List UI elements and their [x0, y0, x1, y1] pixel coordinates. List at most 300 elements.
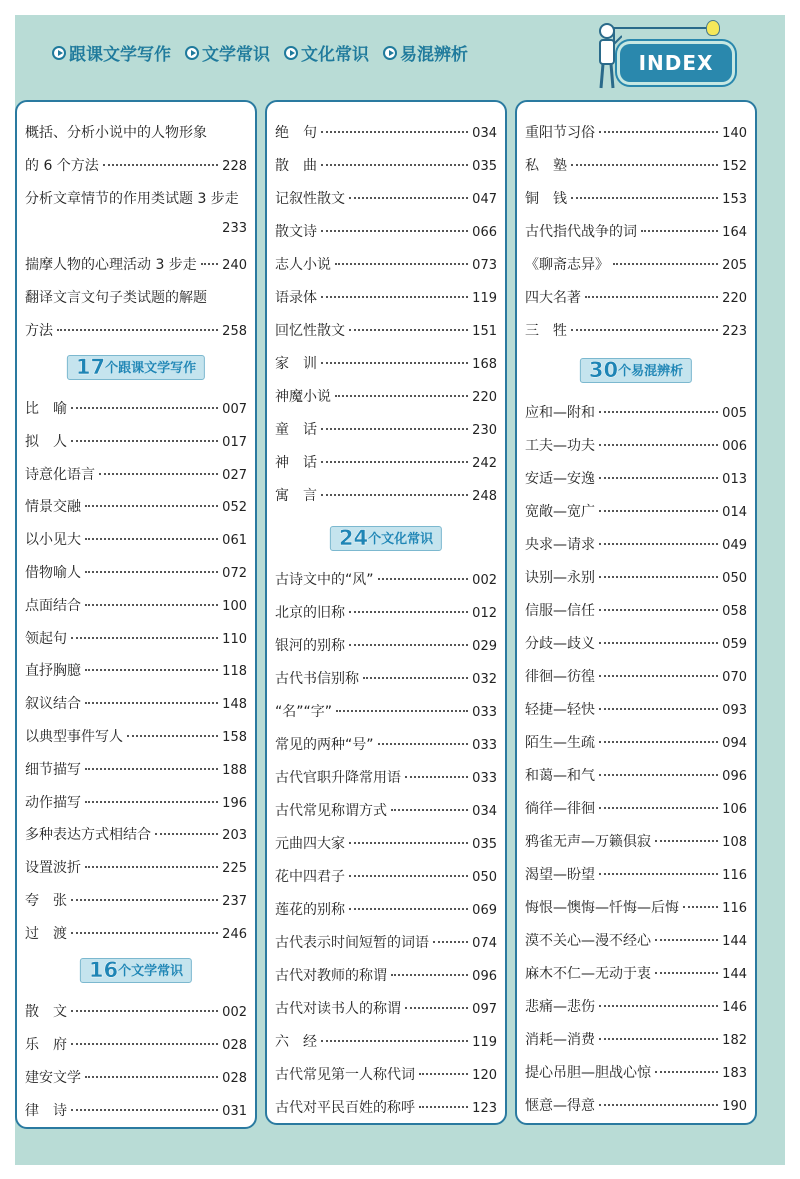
- leader-dots: [599, 1005, 718, 1007]
- section-label: 个易混辨析: [618, 364, 684, 379]
- index-entry[interactable]: [525, 254, 747, 274]
- entry-page: 246: [222, 926, 247, 942]
- leader-dots: [655, 939, 718, 941]
- entry-title: 分歧—歧义: [525, 636, 595, 652]
- entry-page: 035: [472, 837, 497, 852]
- entry-page: 028: [222, 1071, 247, 1086]
- entry-title: 方法: [25, 323, 53, 339]
- entry-page: 116: [722, 868, 747, 883]
- leader-dots: [349, 197, 468, 199]
- leader-dots: [655, 840, 718, 842]
- index-entry[interactable]: [25, 660, 247, 680]
- section-count: 16: [88, 958, 119, 982]
- entry-page: 151: [472, 324, 497, 339]
- leader-dots: [599, 543, 718, 545]
- leader-dots: [391, 809, 468, 811]
- index-entry[interactable]: [525, 155, 747, 175]
- leader-dots: [378, 578, 469, 580]
- index-entry[interactable]: [525, 221, 747, 241]
- index-entry[interactable]: [25, 1067, 247, 1087]
- index-entry[interactable]: [525, 534, 747, 554]
- entry-title: 分析文章情节的作用类试题 3 步走: [25, 191, 239, 207]
- entry-page: 152: [722, 159, 747, 174]
- leader-dots: [85, 1076, 218, 1078]
- entry-title: 神 话: [275, 455, 317, 471]
- index-entry[interactable]: [25, 562, 247, 582]
- entry-title: 设置波折: [25, 860, 81, 877]
- leader-dots: [349, 908, 468, 910]
- leader-dots: [155, 833, 218, 835]
- index-entry[interactable]: [25, 398, 247, 418]
- entry-page: 058: [722, 604, 747, 619]
- index-entry[interactable]: [525, 1029, 747, 1049]
- leader-dots: [71, 440, 218, 442]
- leader-dots: [85, 866, 218, 868]
- entry-page: 119: [472, 1035, 497, 1050]
- leader-dots: [349, 842, 468, 844]
- entry-title: 莲花的别称: [275, 902, 345, 918]
- entry-title: 情景交融: [25, 499, 81, 516]
- entry-title: 古代书信别称: [275, 671, 359, 687]
- entry-title: 点面结合: [25, 597, 81, 614]
- entry-page: 220: [472, 390, 497, 405]
- index-entry[interactable]: [25, 759, 247, 779]
- leader-dots: [321, 1040, 468, 1042]
- entry-page: 050: [472, 870, 497, 885]
- entry-page: 110: [222, 631, 247, 647]
- index-entry[interactable]: [25, 923, 247, 943]
- entry-page: 230: [472, 423, 497, 438]
- index-entry[interactable]: [525, 963, 747, 983]
- entry-page: 203: [222, 828, 247, 844]
- leader-dots: [571, 197, 718, 199]
- leader-dots: [405, 1007, 468, 1009]
- entry-title: 过 渡: [25, 925, 67, 942]
- entry-title: 绝 句: [275, 125, 317, 141]
- entry-title: 以典型事件写人: [25, 729, 123, 745]
- entry-page: 228: [222, 159, 247, 174]
- index-entry[interactable]: [525, 831, 747, 851]
- index-entry[interactable]: [525, 897, 747, 917]
- leader-dots: [127, 735, 218, 737]
- entry-title: 轻捷—轻快: [525, 702, 595, 718]
- entry-page: 196: [222, 795, 247, 811]
- section-count: 17: [75, 355, 106, 379]
- entry-page: 182: [722, 1033, 747, 1048]
- nav-label: 文学常识: [202, 45, 270, 65]
- entry-title: 徘徊—彷徨: [525, 669, 595, 685]
- leader-dots: [599, 642, 718, 644]
- entry-title: 直抒胸臆: [25, 663, 81, 680]
- entry-title: 叙议结合: [25, 696, 81, 713]
- leader-dots: [599, 131, 718, 133]
- entry-title: 概括、分析小说中的人物形象: [25, 125, 207, 141]
- leader-dots: [85, 801, 218, 803]
- leader-dots: [71, 1010, 218, 1012]
- entry-title: 古代对读书人的称谓: [275, 1001, 401, 1017]
- entry-page: 014: [722, 505, 747, 520]
- index-entry[interactable]: [275, 998, 497, 1018]
- leader-dots: [349, 611, 468, 613]
- entry-title: 古代对教师的称谓: [275, 968, 387, 984]
- section-label: 个文化常识: [368, 532, 434, 547]
- leader-dots: [201, 263, 218, 265]
- index-entry[interactable]: [275, 386, 497, 406]
- index-entry[interactable]: [25, 1034, 247, 1054]
- entry-page: 096: [472, 969, 497, 984]
- entry-title: 三 牲: [525, 323, 567, 339]
- index-entry[interactable]: [525, 402, 747, 422]
- nav-item-culture[interactable]: [284, 40, 369, 65]
- index-entry[interactable]: [275, 932, 497, 952]
- entry-page: 123: [472, 1101, 497, 1116]
- entry-page: 034: [472, 804, 497, 819]
- entry-page: 146: [722, 1000, 747, 1015]
- entry-page: 027: [222, 467, 247, 483]
- leader-dots: [99, 473, 218, 475]
- index-entry[interactable]: [275, 485, 497, 505]
- play-icon: [383, 46, 397, 60]
- entry-title: 四大名著: [525, 290, 581, 306]
- index-entry[interactable]: [25, 792, 247, 812]
- section-label: 个文学常识: [118, 964, 184, 979]
- entry-page: 106: [722, 802, 747, 817]
- leader-dots: [585, 296, 718, 298]
- leader-dots: [103, 164, 218, 166]
- entry-page: 188: [222, 762, 247, 778]
- leader-dots: [71, 637, 218, 639]
- entry-title: 惬意—得意: [525, 1098, 595, 1114]
- index-entry[interactable]: [275, 122, 497, 142]
- leader-dots: [321, 296, 468, 298]
- index-entry[interactable]: [25, 529, 247, 549]
- nav-item-confusables[interactable]: [383, 40, 468, 65]
- leader-dots: [599, 873, 718, 875]
- leader-dots: [85, 538, 218, 540]
- index-entry[interactable]: [525, 864, 747, 884]
- index-entry[interactable]: [275, 287, 497, 307]
- index-entry[interactable]: [525, 1095, 747, 1115]
- entry-title: 悲痛—悲伤: [525, 999, 595, 1015]
- play-icon: [284, 46, 298, 60]
- entry-page: 002: [222, 1005, 247, 1020]
- leader-dots: [599, 510, 718, 512]
- entry-title: 消耗—消费: [525, 1032, 595, 1048]
- entry-title: 比 喻: [25, 401, 67, 417]
- entry-page: 096: [722, 769, 747, 784]
- leader-dots: [85, 505, 218, 507]
- leader-dots: [378, 743, 469, 745]
- index-entry[interactable]: [275, 833, 497, 853]
- entry-page: 097: [472, 1002, 497, 1017]
- index-entry[interactable]: [25, 254, 247, 274]
- entry-title: 花中四君子: [275, 869, 345, 885]
- index-entry[interactable]: [275, 419, 497, 439]
- index-entry[interactable]: [275, 254, 497, 274]
- leader-dots: [336, 710, 468, 712]
- index-entry[interactable]: [25, 628, 247, 648]
- index-entry[interactable]: [275, 452, 497, 472]
- leader-dots: [433, 941, 468, 943]
- entry-page: 005: [722, 406, 747, 421]
- leader-dots: [613, 263, 718, 265]
- entry-page: 061: [222, 533, 247, 549]
- entry-title: 语录体: [275, 290, 317, 306]
- entry-page: 258: [222, 324, 247, 339]
- index-entry[interactable]: [275, 668, 497, 688]
- entry-page: 066: [472, 225, 497, 240]
- leader-dots: [321, 494, 468, 496]
- entry-page: 031: [222, 1104, 247, 1119]
- leader-dots: [321, 461, 468, 463]
- leader-dots: [85, 604, 218, 606]
- index-entry[interactable]: [275, 320, 497, 340]
- entry-page: 002: [472, 573, 497, 588]
- entry-page: 012: [472, 606, 497, 621]
- index-entry[interactable]: [25, 1001, 247, 1021]
- entry-title: 悔恨—懊悔—忏悔—后悔: [525, 900, 679, 916]
- entry-title: 诗意化语言: [25, 466, 95, 483]
- entry-title: 和蔼—和气: [525, 768, 595, 784]
- section-count: 24: [338, 526, 369, 550]
- entry-title: 古代常见称谓方式: [275, 803, 387, 819]
- entry-title: 鸦雀无声—万籁俱寂: [525, 834, 651, 850]
- entry-page: 007: [222, 402, 247, 417]
- index-entry[interactable]: [525, 188, 747, 208]
- lightbulb-icon: [706, 20, 720, 36]
- index-column-3: [515, 100, 757, 1125]
- entry-page: 072: [222, 566, 247, 581]
- index-badge: INDEX: [620, 44, 732, 82]
- index-entry[interactable]: [525, 1062, 747, 1082]
- index-entry[interactable]: [525, 435, 747, 455]
- leader-dots: [419, 1106, 468, 1108]
- index-entry[interactable]: [275, 635, 497, 655]
- leader-dots: [599, 411, 718, 413]
- index-entry[interactable]: [275, 155, 497, 175]
- entry-title: 重阳节习俗: [525, 125, 595, 141]
- entry-page: 049: [722, 538, 747, 553]
- entry-title: 元曲四大家: [275, 836, 345, 852]
- entry-page: 033: [472, 738, 497, 753]
- entry-page: 034: [472, 126, 497, 141]
- index-entry[interactable]: [25, 824, 247, 844]
- index-entry[interactable]: [525, 930, 747, 950]
- entry-title: 安适—安逸: [525, 471, 595, 487]
- entry-title: 诀别—永别: [525, 570, 595, 586]
- leader-dots: [405, 776, 468, 778]
- entry-page: 183: [722, 1066, 747, 1081]
- leader-dots: [599, 1038, 718, 1040]
- leader-dots: [599, 708, 718, 710]
- entry-title: 回忆性散文: [275, 323, 345, 339]
- entry-page: 242: [472, 456, 497, 471]
- entry-title: 提心吊胆—胆战心惊: [525, 1065, 651, 1081]
- nav-label: 跟课文学写作: [69, 45, 171, 65]
- entry-title: 银河的别称: [275, 638, 345, 654]
- entry-title: 的 6 个方法: [25, 158, 99, 174]
- nav-item-writing[interactable]: [52, 40, 171, 65]
- entry-title: 渴望—盼望: [525, 867, 595, 883]
- entry-title: 常见的两种“号”: [275, 737, 374, 753]
- entry-title: 工夫—功夫: [525, 438, 595, 454]
- entry-page: 033: [472, 771, 497, 786]
- index-entry[interactable]: [25, 857, 247, 877]
- leader-dots: [349, 875, 468, 877]
- entry-title: 律 诗: [25, 1103, 67, 1119]
- entry-title: 细节描写: [25, 761, 81, 778]
- entry-page: 164: [722, 225, 747, 240]
- index-entry[interactable]: [25, 221, 247, 236]
- index-entry[interactable]: [525, 468, 747, 488]
- index-entry[interactable]: [525, 699, 747, 719]
- index-entry[interactable]: [525, 765, 747, 785]
- index-entry[interactable]: [525, 501, 747, 521]
- index-entry[interactable]: [25, 1100, 247, 1120]
- entry-title: 漠不关心—漫不经心: [525, 933, 651, 949]
- index-entry[interactable]: [25, 693, 247, 713]
- index-column-1: [15, 100, 257, 1129]
- index-entry[interactable]: [275, 221, 497, 241]
- entry-title: 童 话: [275, 422, 317, 438]
- entry-title: 古代官职升降常用语: [275, 770, 401, 786]
- leader-dots: [683, 906, 718, 908]
- index-entry[interactable]: [275, 1031, 497, 1051]
- entry-title: 散文诗: [275, 224, 317, 240]
- index-entry[interactable]: [525, 320, 747, 340]
- index-entry[interactable]: [275, 767, 497, 787]
- index-entry[interactable]: [275, 899, 497, 919]
- entry-title: 夸 张: [25, 893, 67, 909]
- index-entry[interactable]: [25, 431, 247, 451]
- leader-dots: [85, 571, 218, 573]
- entry-page: 035: [472, 159, 497, 174]
- leader-dots: [71, 1109, 218, 1111]
- leader-dots: [57, 329, 218, 331]
- entry-page: 033: [472, 705, 497, 720]
- index-entry[interactable]: [525, 798, 747, 818]
- nav-item-literature[interactable]: [185, 40, 270, 65]
- entry-title: 寓 言: [275, 488, 317, 504]
- index-entry[interactable]: [25, 155, 247, 175]
- entry-page: 073: [472, 258, 497, 273]
- entry-title: 央求—请求: [525, 537, 595, 553]
- entry-page: 006: [722, 439, 747, 454]
- index-entry[interactable]: [275, 353, 497, 373]
- index-entry[interactable]: [275, 701, 497, 721]
- entry-title: 动作描写: [25, 794, 81, 811]
- nav-label: 文化常识: [301, 45, 369, 65]
- nav-label: 易混辨析: [400, 45, 468, 65]
- leader-dots: [599, 807, 718, 809]
- index-entry[interactable]: [525, 996, 747, 1016]
- entry-title: 神魔小说: [275, 389, 331, 405]
- index-entry[interactable]: [525, 287, 747, 307]
- leader-dots: [599, 675, 718, 677]
- entry-title: 麻木不仁—无动于衷: [525, 966, 651, 982]
- entry-title: 私 塾: [525, 158, 567, 174]
- index-entry[interactable]: [25, 464, 247, 484]
- index-entry[interactable]: [275, 1064, 497, 1084]
- entry-page: 108: [722, 835, 747, 850]
- entry-title: 拟 人: [25, 433, 67, 450]
- index-entry[interactable]: [275, 800, 497, 820]
- entry-title: 志人小说: [275, 257, 331, 273]
- leader-dots: [85, 768, 218, 770]
- entry-title: 揣摩人物的心理活动 3 步走: [25, 257, 197, 273]
- section-count: 30: [588, 358, 619, 382]
- index-entry[interactable]: [525, 122, 747, 142]
- index-entry[interactable]: [25, 890, 247, 910]
- entry-page: 248: [472, 489, 497, 504]
- entry-title: 铜 钱: [525, 191, 567, 207]
- leader-dots: [655, 972, 718, 974]
- entry-page: 225: [222, 861, 247, 877]
- entry-title: 陌生—生疏: [525, 735, 595, 751]
- leader-dots: [391, 974, 468, 976]
- entry-page: 029: [472, 639, 497, 654]
- entry-title: 信服—信任: [525, 603, 595, 619]
- entry-title: 徜徉—徘徊: [525, 801, 595, 817]
- index-entry[interactable]: [275, 602, 497, 622]
- index-entry[interactable]: [275, 965, 497, 985]
- index-entry[interactable]: [525, 732, 747, 752]
- index-entry[interactable]: [25, 726, 247, 746]
- index-entry[interactable]: [525, 567, 747, 587]
- index-entry[interactable]: [275, 1097, 497, 1117]
- entry-page: 028: [222, 1038, 247, 1053]
- entry-page: 190: [722, 1099, 747, 1114]
- index-entry[interactable]: [25, 320, 247, 340]
- leader-dots: [321, 362, 468, 364]
- leader-dots: [321, 230, 468, 232]
- index-entry[interactable]: [25, 496, 247, 516]
- entry-page: 116: [722, 901, 747, 916]
- index-entry[interactable]: [275, 569, 497, 589]
- leader-dots: [321, 164, 468, 166]
- entry-title: 以小见大: [25, 532, 81, 549]
- leader-dots: [655, 1071, 718, 1073]
- index-entry[interactable]: [25, 595, 247, 615]
- leader-dots: [335, 395, 468, 397]
- section-heading: [580, 358, 692, 383]
- index-entry[interactable]: [275, 188, 497, 208]
- entry-page: 205: [722, 258, 747, 273]
- index-entry[interactable]: [275, 734, 497, 754]
- index-entry[interactable]: [525, 633, 747, 653]
- leader-dots: [71, 899, 218, 901]
- entry-title: 建安文学: [25, 1070, 81, 1086]
- entry-title: 记叙性散文: [275, 191, 345, 207]
- leader-dots: [599, 609, 718, 611]
- index-entry[interactable]: [525, 600, 747, 620]
- entry-page: 118: [222, 664, 247, 680]
- entry-title: 《聊斋志异》: [525, 257, 609, 273]
- entry-title: 应和—附和: [525, 405, 595, 421]
- section-nav: [52, 40, 468, 65]
- index-entry[interactable]: [525, 666, 747, 686]
- index-entry[interactable]: [275, 866, 497, 886]
- entry-page: 032: [472, 672, 497, 687]
- entry-title: 古代表示时间短暂的词语: [275, 935, 429, 951]
- entry-title: 古代对平民百姓的称呼: [275, 1100, 415, 1116]
- leader-dots: [641, 230, 718, 232]
- leader-dots: [419, 1073, 468, 1075]
- entry-page: 153: [722, 192, 747, 207]
- entry-page: 140: [722, 126, 747, 141]
- leader-dots: [71, 407, 218, 409]
- entry-page: 220: [722, 291, 747, 306]
